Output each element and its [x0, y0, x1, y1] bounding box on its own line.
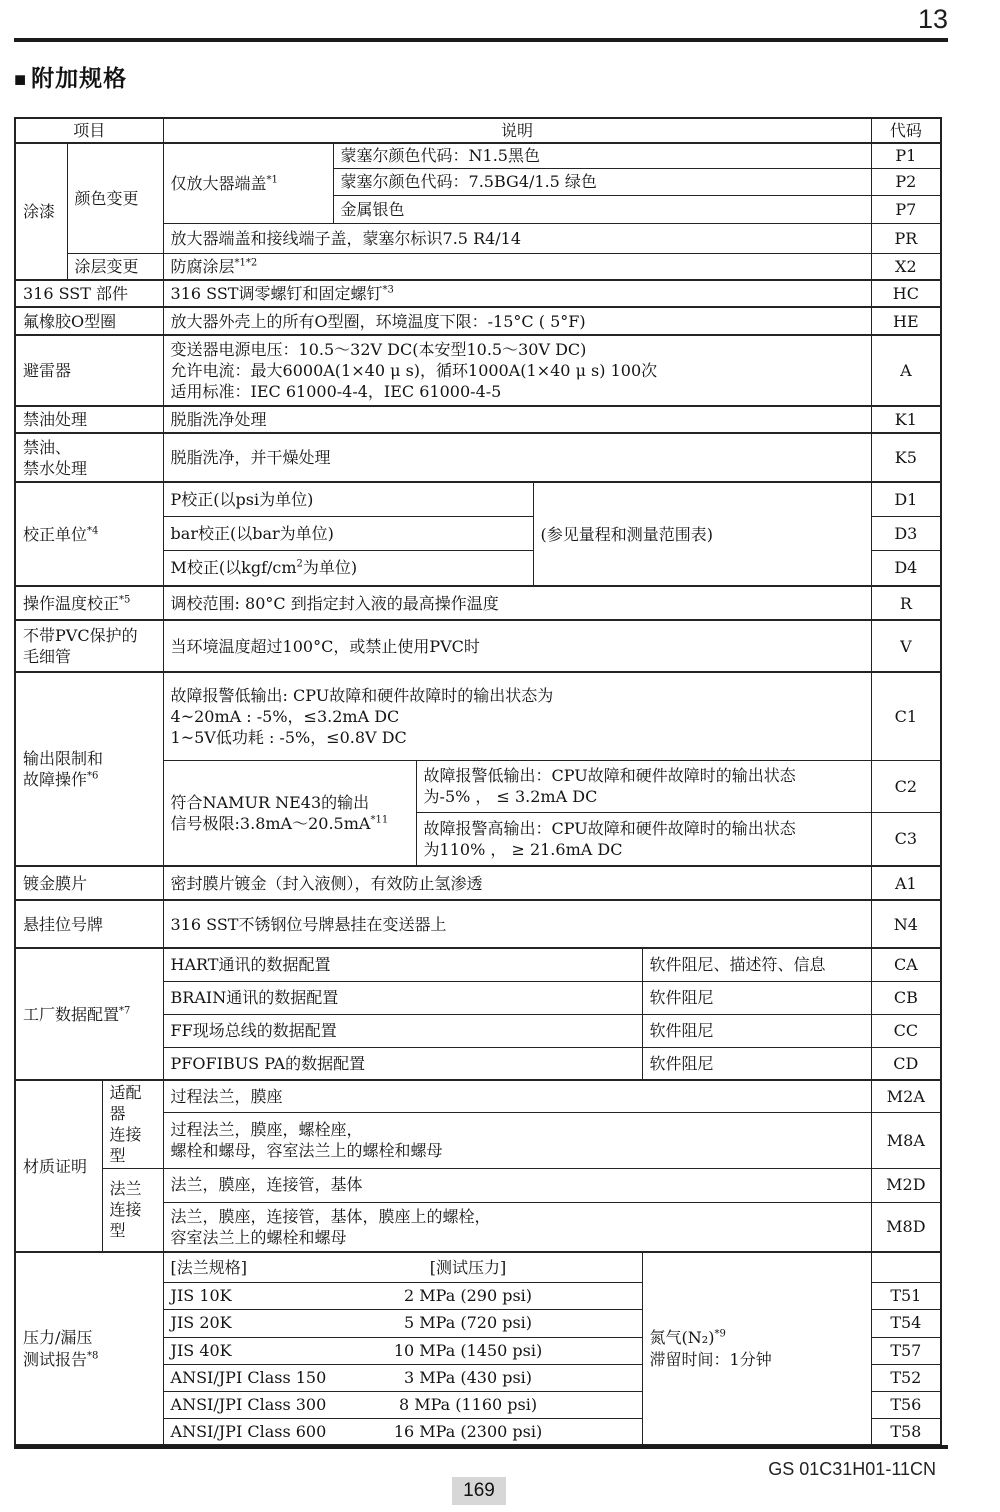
footnote-marker: *11 — [370, 814, 389, 826]
item-paint: 涂漆 — [15, 143, 67, 280]
desc-namur — [163, 760, 416, 866]
footnote-marker: *1*2 — [234, 257, 258, 269]
desc-d4 — [163, 550, 533, 586]
row-v — [15, 620, 941, 672]
row-arrester — [15, 335, 941, 406]
code-m2a: M2A — [871, 1080, 941, 1112]
text-line: 禁油、 — [23, 437, 72, 457]
text-line: 压力/漏压 — [23, 1328, 93, 1348]
desc-t58 — [163, 1418, 642, 1445]
code-a1: A1 — [871, 866, 941, 900]
desc-cd: PFOFIBUS PA的数据配置 — [163, 1047, 642, 1080]
desc-pr: 放大器端盖和接线端子盖，蒙塞尔标识7.5 R4/14 — [163, 223, 871, 253]
text-line: 适配器 — [109, 1083, 142, 1124]
d4-pre: M校正(以kgf/cm — [170, 558, 297, 578]
code-d4: D4 — [871, 550, 941, 586]
code-c1: C1 — [871, 672, 941, 760]
code-hc: HC — [871, 280, 941, 307]
footnote-marker: *8 — [87, 1350, 99, 1362]
row-p1 — [15, 143, 941, 168]
text-line: 输出限制和 — [23, 749, 104, 768]
damping-cd: 软件阻尼 — [642, 1047, 871, 1080]
desc-t56 — [163, 1391, 642, 1418]
test-col-headers — [163, 1252, 642, 1282]
header-description: 说明 — [163, 118, 871, 143]
row-k5 — [15, 433, 941, 482]
footnote-marker: *4 — [87, 525, 99, 537]
code-k5: K5 — [871, 433, 941, 482]
code-k1: K1 — [871, 406, 941, 433]
text-line: 禁水处理 — [23, 458, 88, 478]
footnote-marker: *6 — [87, 770, 99, 782]
row-m2a — [15, 1080, 941, 1112]
desc-p7: 金属银色 — [333, 195, 871, 223]
test-pressure: 8 MPa (1160 psi) — [398, 1394, 538, 1414]
document-number: GS 01C31H01-11CN — [768, 1459, 936, 1479]
row-hc — [15, 280, 941, 307]
desc-k1: 脱脂洗净处理 — [163, 406, 871, 433]
code-m2d: M2D — [871, 1168, 941, 1202]
nitrogen-text: 氮气(N₂) — [649, 1328, 715, 1348]
desc-cb: BRAIN通讯的数据配置 — [163, 981, 642, 1014]
code-he: HE — [871, 307, 941, 335]
text-line: 法兰，膜座，连接管，基体，膜座上的螺栓， — [170, 1206, 491, 1226]
item-pressure-test — [15, 1252, 163, 1445]
text-line: 过程法兰，膜座，螺栓座， — [170, 1120, 363, 1140]
code-pr: PR — [871, 223, 941, 253]
section-marker-icon: ■ — [14, 69, 28, 91]
flange-spec: ANSI/JPI Class 300 — [170, 1394, 327, 1414]
namur-line2: 信号极限:3.8mA～20.5mA — [170, 813, 371, 833]
output-limits-line2: 故障操作 — [23, 770, 88, 790]
d4-post: 为单位) — [302, 558, 358, 578]
code-n4: N4 — [871, 900, 941, 948]
desc-he: 放大器外壳上的所有O型圈，环境温度下限：-15°C ( 5°F) — [163, 307, 871, 335]
text-line: 符合NAMUR NE43的输出 — [170, 792, 370, 812]
row-ca — [15, 948, 941, 981]
code-d1: D1 — [871, 482, 941, 516]
text-line — [171, 813, 409, 834]
exponent: 2 — [296, 558, 303, 570]
item-no-pvc — [15, 620, 163, 672]
code-x2: X2 — [871, 253, 941, 280]
text-line: 法兰 — [109, 1179, 142, 1199]
desc-t52 — [163, 1364, 642, 1391]
item-material-cert: 材质证明 — [15, 1080, 102, 1252]
desc-p1: 蒙塞尔颜色代码：N1.5黑色 — [333, 143, 871, 168]
code-c2: C2 — [871, 760, 941, 812]
code-p2: P2 — [871, 168, 941, 195]
footnote-marker: *9 — [714, 1329, 726, 1341]
desc-m8a — [163, 1113, 871, 1169]
text-line — [23, 1349, 156, 1370]
row-test-header — [15, 1252, 941, 1282]
code-m8d: M8D — [871, 1202, 941, 1252]
desc-v: 当环境温度超过100°C，或禁止使用PVC时 — [163, 620, 871, 672]
damping-cc: 软件阻尼 — [642, 1014, 871, 1047]
text-line: 1~5V低功耗 : -5%，≤0.8V DC — [170, 727, 407, 747]
section-title: 附加规格 — [31, 65, 128, 91]
flange-spec: JIS 20K — [170, 1313, 232, 1333]
item-adapter-type — [102, 1080, 163, 1168]
text-line: 为-5% ， ≤ 3.2mA DC — [423, 787, 598, 807]
desc-m2d: 法兰，膜座，连接管，基体 — [163, 1168, 871, 1202]
text-line: 为110% ， ≥ 21.6mA DC — [423, 839, 623, 859]
desc-cc: FF现场总线的数据配置 — [163, 1014, 642, 1047]
code-t52: T52 — [871, 1364, 941, 1391]
code-t56: T56 — [871, 1391, 941, 1418]
row-m2d — [15, 1168, 941, 1202]
code-cc: CC — [871, 1014, 941, 1047]
text-line: 变送器电源电压：10.5～32V DC(本安型10.5～30V DC) — [170, 339, 587, 359]
text-line: 4~20mA : -5%，≤3.2mA DC — [170, 706, 400, 726]
item-factory-config — [15, 948, 163, 1080]
desc-t57 — [163, 1337, 642, 1364]
desc-arrester — [163, 335, 871, 406]
desc-c1 — [163, 672, 871, 760]
text-line: 滞留时间：1分钟 — [649, 1349, 772, 1369]
text-line: 故障报警低输出：CPU故障和硬件故障时的输出状态 — [423, 766, 796, 785]
item-calibration — [15, 482, 163, 586]
item-arrester: 避雷器 — [15, 335, 163, 406]
flange-spec: ANSI/JPI Class 150 — [170, 1367, 327, 1387]
desc-x2 — [163, 253, 871, 280]
row-d1 — [15, 482, 941, 516]
text-line: 不带PVC保护的 — [23, 626, 138, 645]
text-line: 螺栓和螺母，容室法兰上的螺栓和螺母 — [170, 1141, 443, 1161]
text-line: 连接型 — [109, 1200, 142, 1241]
test-pressure: 16 MPa (2300 psi) — [393, 1421, 543, 1441]
desc-m8d — [163, 1202, 871, 1252]
desc-k5: 脱脂洗净，并干燥处理 — [163, 433, 871, 482]
test-pressure: 10 MPa (1450 psi) — [393, 1340, 543, 1360]
row-x2 — [15, 253, 941, 280]
flange-spec: JIS 40K — [170, 1340, 232, 1360]
desc-d3: bar校正(以bar为单位) — [163, 516, 533, 550]
footnote-marker: *7 — [119, 1005, 131, 1017]
test-pressure: 2 MPa (290 psi) — [404, 1285, 533, 1305]
text-line: 连接型 — [109, 1125, 142, 1166]
row-he — [15, 307, 941, 335]
flange-spec: JIS 10K — [170, 1285, 232, 1305]
desc-t51 — [163, 1282, 642, 1309]
test-pressure-header: [测试压力] — [429, 1257, 507, 1277]
code-cd: CD — [871, 1047, 941, 1080]
desc-t54 — [163, 1309, 642, 1337]
row-c1 — [15, 672, 941, 760]
hc-text: 316 SST调零螺钉和固定螺钉 — [170, 284, 383, 304]
code-d3: D3 — [871, 516, 941, 550]
code-p1: P1 — [871, 143, 941, 168]
pressure-test-line2: 测试报告 — [23, 1349, 88, 1369]
text-line: 故障报警高输出：CPU故障和硬件故障时的输出状态 — [423, 818, 796, 838]
code-empty — [871, 1252, 941, 1282]
text-line: 适用标准：IEC 61000-4-4，IEC 61000-4-5 — [170, 382, 502, 402]
desc-d1: P校正(以psi为单位) — [163, 482, 533, 516]
code-t58: T58 — [871, 1418, 941, 1445]
item-temp-calibration — [15, 586, 163, 620]
item-oil-water-free — [15, 433, 163, 482]
item-tag-plate: 悬挂位号牌 — [15, 900, 163, 948]
amp-cover-text: 仅放大器端盖 — [170, 173, 267, 193]
item-output-limits — [15, 672, 163, 866]
x2-text: 防腐涂层 — [170, 256, 235, 276]
row-r — [15, 586, 941, 620]
code-v: V — [871, 620, 941, 672]
row-n4 — [15, 900, 941, 948]
desc-r: 调校范围: 80°C 到指定封入液的最高操作温度 — [163, 586, 871, 620]
item-flange-type — [102, 1168, 163, 1252]
item-fkm-oring: 氟橡胶O型圈 — [15, 307, 163, 335]
flange-spec: ANSI/JPI Class 600 — [170, 1421, 327, 1441]
text-line: 容室法兰上的螺栓和螺母 — [170, 1227, 347, 1247]
row-k1 — [15, 406, 941, 433]
footnote-marker: *5 — [119, 594, 131, 606]
footer-page-number: 169 — [452, 1477, 506, 1505]
text-line — [650, 1327, 864, 1348]
damping-cb: 软件阻尼 — [642, 981, 871, 1014]
item-color-change: 颜色变更 — [67, 143, 163, 253]
top-rule — [14, 38, 948, 42]
temp-calibration-text: 操作温度校正 — [23, 593, 120, 613]
code-t54: T54 — [871, 1309, 941, 1337]
row-a1 — [15, 866, 941, 900]
desc-n4: 316 SST不锈钢位号牌悬挂在变送器上 — [163, 900, 871, 948]
code-t51: T51 — [871, 1282, 941, 1309]
code-c3: C3 — [871, 812, 941, 866]
code-p7: P7 — [871, 195, 941, 223]
code-ca: CA — [871, 948, 941, 981]
nitrogen-note — [642, 1252, 871, 1445]
factory-config-text: 工厂数据配置 — [23, 1004, 120, 1024]
item-oil-free: 禁油处理 — [15, 406, 163, 433]
desc-p2: 蒙塞尔颜色代码：7.5BG4/1.5 绿色 — [333, 168, 871, 195]
additional-specs-table — [14, 117, 942, 1446]
page-number: 13 — [917, 4, 948, 34]
test-pressure: 3 MPa (430 psi) — [404, 1367, 533, 1387]
text-line — [23, 769, 156, 790]
desc-ca: HART通讯的数据配置 — [163, 948, 642, 981]
code-m8a: M8A — [871, 1113, 941, 1169]
item-gold-diaphragm: 镀金膜片 — [15, 866, 163, 900]
item-coating-change: 涂层变更 — [67, 253, 163, 280]
item-amp-cover — [163, 143, 333, 223]
table-row — [15, 118, 941, 143]
desc-m2a: 过程法兰，膜座 — [163, 1080, 871, 1112]
code-t57: T57 — [871, 1337, 941, 1364]
section-heading — [14, 60, 127, 93]
footnote-marker: *1 — [266, 174, 278, 186]
code-r: R — [871, 586, 941, 620]
desc-c2 — [416, 760, 871, 812]
flange-spec-header: [法兰规格] — [170, 1257, 248, 1277]
item-sst-parts: 316 SST 部件 — [15, 280, 163, 307]
header-code: 代码 — [871, 118, 941, 143]
test-pressure: 5 MPa (720 psi) — [404, 1313, 533, 1333]
footnote-marker: *3 — [382, 284, 394, 296]
text-line: 允许电流：最大6000A(1×40 μ s)，循环1000A(1×40 μ s) 100次 — [170, 361, 658, 381]
damping-ca: 软件阻尼、描述符、信息 — [642, 948, 871, 981]
text-line: 毛细管 — [23, 647, 72, 667]
calibration-text: 校正单位 — [23, 524, 88, 544]
header-item: 项目 — [15, 118, 163, 143]
desc-a1: 密封膜片镀金（封入液侧），有效防止氢渗透 — [163, 866, 871, 900]
desc-c3 — [416, 812, 871, 866]
bottom-rule — [14, 1445, 948, 1449]
code-cb: CB — [871, 981, 941, 1014]
code-arrester: A — [871, 335, 941, 406]
text-line: 故障报警低输出: CPU故障和硬件故障时的输出状态为 — [170, 685, 554, 705]
calibration-note: (参见量程和测量范围表) — [533, 482, 871, 586]
desc-hc — [163, 280, 871, 307]
